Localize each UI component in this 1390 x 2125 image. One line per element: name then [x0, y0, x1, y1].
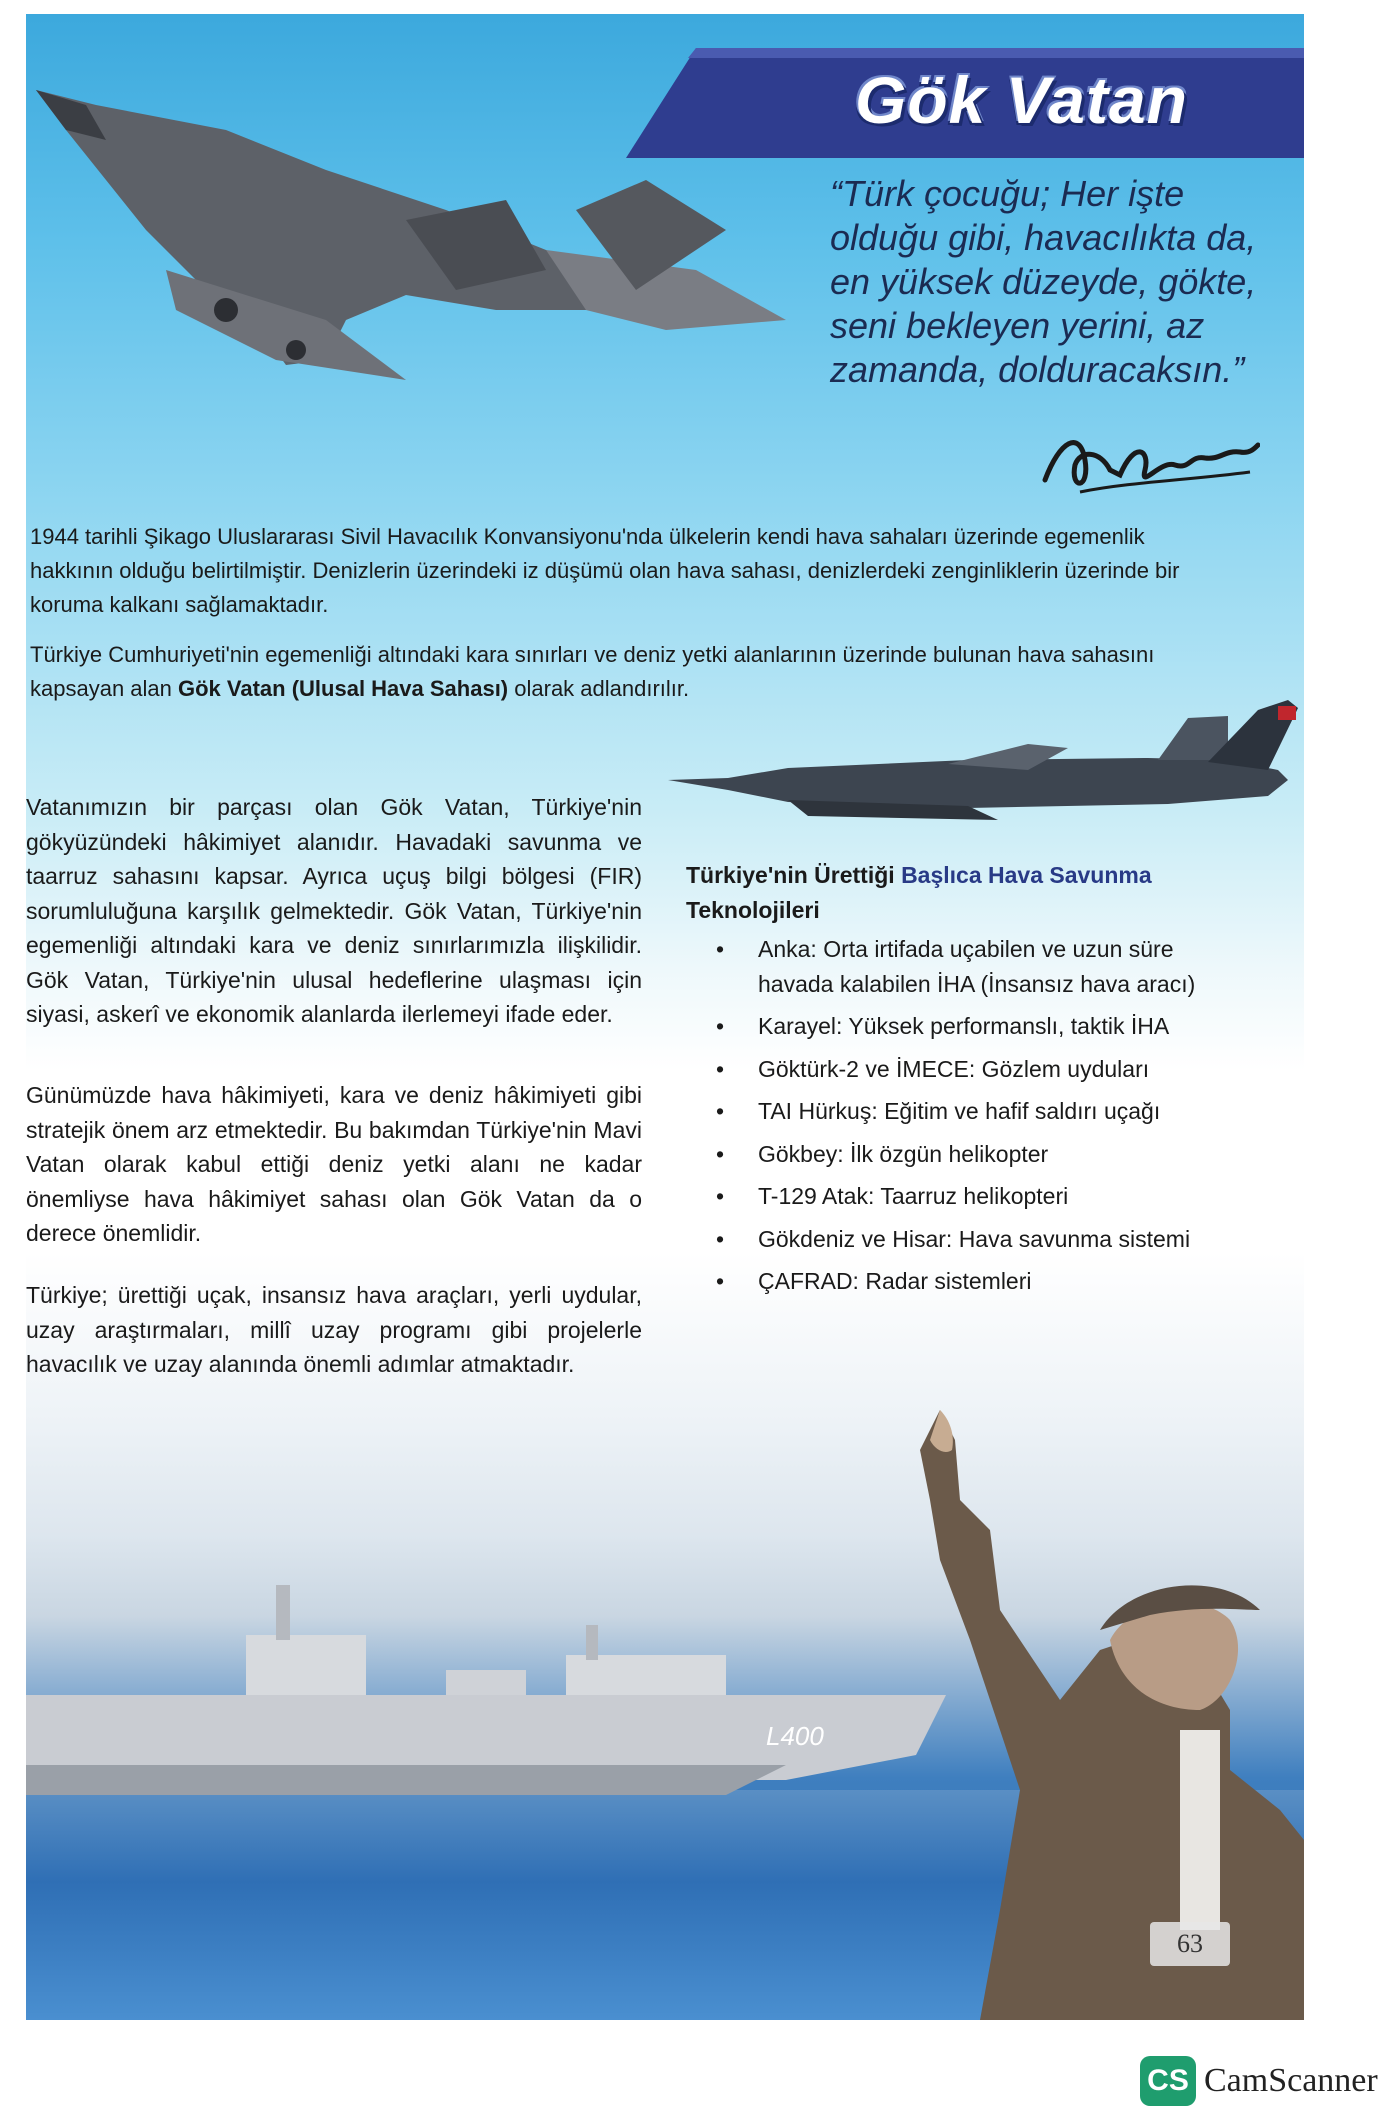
uav-jet-image	[668, 700, 1304, 840]
tech-heading	[686, 858, 1246, 928]
bullet: •	[716, 1098, 725, 1124]
left-paragraph-2: Günümüzde hava hâkimiyeti, kara ve deniz hâkimiyeti gibi stratejik önem arz etmektedir. Bu bakımdan Türkiye'nin Mavi Vatan olarak kabul ettiği deniz yetki alanı ne kadar önemliyse hava hâkimiyet sahası olan Gök Vatan da o derece önemlidir.	[26, 1082, 642, 1246]
bullet: •	[716, 1268, 725, 1294]
list-item	[686, 1137, 1246, 1172]
ataturk-quote: “Türk çocuğu; Her işte olduğu gibi, havacılıkta da, en yüksek düzeyde, gökte, seni bekleyen yerini, az zamanda, dolduracaksın.”	[830, 173, 1257, 390]
bullet: •	[716, 1055, 725, 1082]
list-item	[686, 1094, 1246, 1129]
top-margin	[0, 0, 1390, 14]
camscanner-logo-icon: CS	[1140, 2056, 1196, 2106]
list-item-text: T-129 Atak: Taarruz helikopteri	[758, 1183, 1069, 1209]
tech-heading-part2: Başlıca Hava Savunma	[901, 862, 1152, 888]
list-item	[686, 1264, 1246, 1299]
bullet: •	[716, 1140, 725, 1167]
list-item-text: Gökbey: İlk özgün helikopter	[758, 1140, 1049, 1167]
bullet: •	[716, 1183, 725, 1209]
list-item-text: Göktürk-2 ve İMECE: Gözlem uyduları	[758, 1055, 1150, 1082]
left-paragraph-1: Vatanımızın bir parçası olan Gök Vatan, Türkiye'nin gökyüzündeki hâkimiyet alanıdır. Havadaki savunma ve taarruz sahasını kapsar. Ayrıca uçuş bilgi bölgesi (FIR) sorumluluğuna karşılık gelmektedir. Gök Vatan, Türkiye'nin egemenliği altındaki kara ve deniz sınırlarımızla ilişkilidir. Gök Vatan, Türkiye'nin ulusal hedeflerine ulaşması için siyasi, askerî ve ekonomik alanlarda ilerlemeyi ifade eder.	[26, 794, 642, 1027]
ataturk-figure-image	[900, 1410, 1304, 2020]
list-item-text: Anka: Orta irtifada uçabilen ve uzun süre havada kalabilen İHA (İnsansız hava aracı)	[758, 936, 1196, 997]
list-item	[686, 1179, 1246, 1214]
right-margin	[1304, 0, 1390, 2125]
list-item	[686, 1222, 1246, 1257]
list-item-text: Gökdeniz ve Hisar: Hava savunma sistemi	[758, 1225, 1191, 1252]
page-number: 63	[1150, 1922, 1230, 1966]
bullet: •	[716, 1225, 725, 1252]
list-item	[686, 1052, 1246, 1087]
tech-heading-part1: Türkiye'nin Ürettiği	[686, 862, 902, 888]
bullet: •	[716, 936, 725, 962]
list-item-text: ÇAFRAD: Radar sistemleri	[758, 1268, 1032, 1294]
intro-paragraph-2-end: olarak adlandırılır.	[508, 676, 690, 701]
intro-paragraph-2-bold: Gök Vatan (Ulusal Hava Sahası)	[178, 676, 509, 701]
intro-paragraph-2-start: Türkiye Cumhuriyeti'nin egemenliği altındaki kara sınırları ve deniz yetki alanlarının üzerinde bulunan hava sahasını kapsayan alan	[30, 642, 1155, 701]
intro-paragraph-2	[30, 638, 1230, 706]
bullet: •	[716, 1013, 725, 1039]
list-item-text: Karayel: Yüksek performanslı, taktik İHA	[758, 1013, 1170, 1039]
ship-image	[26, 1565, 966, 1815]
intro-paragraph-1: 1944 tarihli Şikago Uluslararası Sivil Havacılık Konvansiyonu'nda ülkelerin kendi hava sahaları üzerinde egemenlik hakkının olduğu belirtilmiştir. Denizlerin üzerindeki iz düşümü olan hava sahası, denizlerdeki zenginliklerin üzerinde bir koruma kalkanı sağlamaktadır.	[30, 524, 1180, 617]
left-paragraph-3: Türkiye; ürettiği uçak, insansız hava araçları, yerli uydular, uzay araştırmaları, millî uzay programı gibi projelerle havacılık ve uzay alanında önemli adımlar atmaktadır.	[26, 1282, 642, 1377]
tech-list	[686, 932, 1246, 1307]
tech-heading-part3: Teknolojileri	[686, 897, 820, 923]
page-title: Gök Vatan	[855, 63, 1188, 137]
camscanner-name: CamScanner	[1204, 2062, 1378, 2099]
list-item	[686, 1009, 1246, 1044]
list-item-text: TAI Hürkuş: Eğitim ve hafif saldırı uçağı	[758, 1098, 1161, 1124]
list-item	[686, 932, 1246, 1001]
signature-icon	[1040, 420, 1260, 500]
ship-hull-label: L400	[766, 1721, 824, 1751]
